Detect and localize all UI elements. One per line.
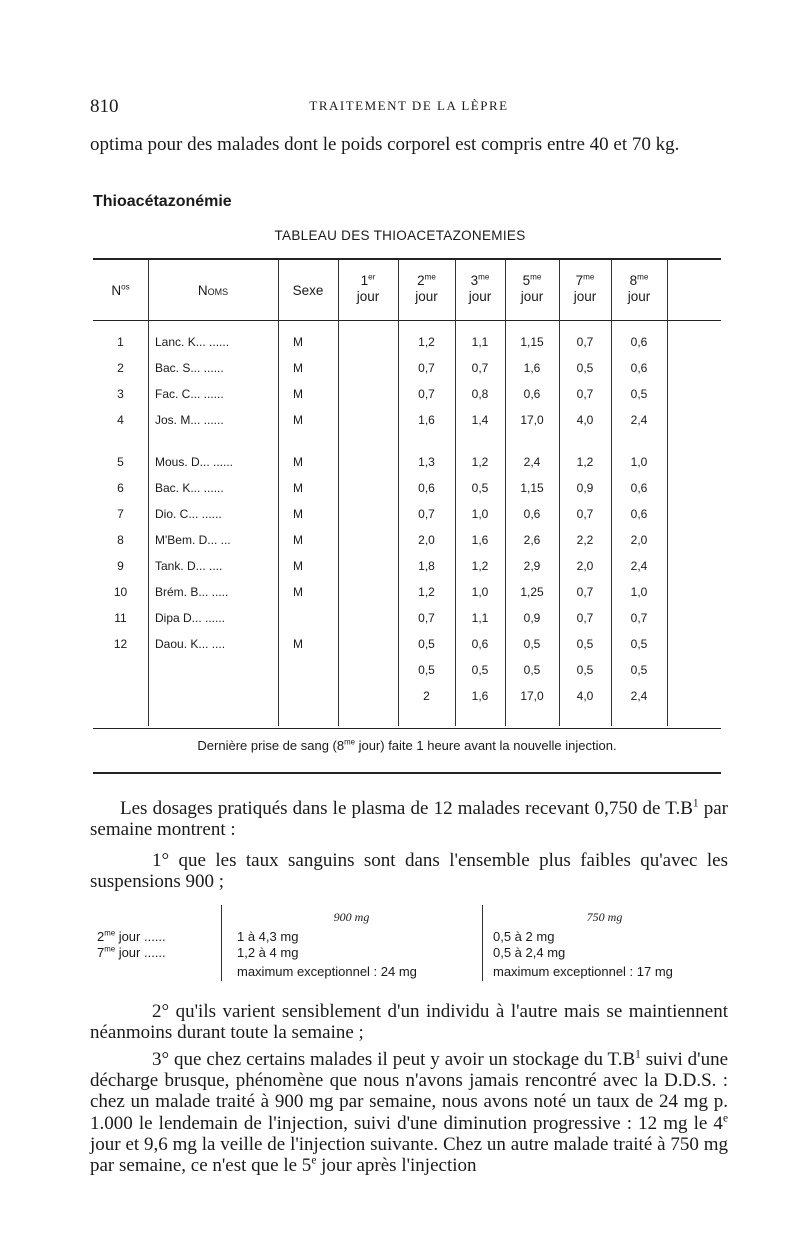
cell-name: Lanc. K... ......: [155, 335, 230, 349]
cell-d5: 2,6: [523, 533, 541, 547]
cell-num: 7: [117, 507, 124, 521]
cell-sex: [278, 610, 318, 626]
col-750-header: 750 mg: [586, 910, 623, 924]
cell-d1: [338, 506, 398, 522]
cell-d5: 0,5: [523, 663, 541, 677]
cell-d8: 0,6: [630, 335, 648, 349]
cell-d5: 2,9: [523, 559, 541, 573]
cell-d5: 1,15: [520, 335, 544, 349]
cell-d7: 4,0: [576, 413, 594, 427]
cell-d7: 0,5: [576, 637, 594, 651]
cell-d1: [338, 688, 398, 704]
cell-name: Mous. D... ......: [155, 455, 234, 469]
cell-d7: 0,7: [576, 585, 594, 599]
cell-d7: 0,7: [576, 387, 594, 401]
value-900-day-2: 1 à 4,3 mg: [237, 929, 299, 944]
cell-num: 10: [113, 585, 128, 599]
cell-d7: 2,2: [576, 533, 594, 547]
cell-num: 2: [117, 361, 124, 375]
header-day-2: $2^{me}$ jour: [415, 272, 438, 304]
cell-d2: 2: [423, 689, 430, 703]
cell-d5: 1,15: [520, 481, 544, 495]
thioacetazonemia-table: [93, 258, 721, 780]
cell-d2: 1,2: [418, 335, 435, 349]
running-title: TRAITEMENT DE LA LÈPRE: [309, 98, 509, 113]
cell-d5: 17,0: [520, 689, 544, 703]
cell-name: Tank. D... ....: [155, 559, 223, 573]
cell-d1: [338, 412, 398, 428]
cell-sex: M: [293, 387, 303, 401]
cell-name: M'Bem. D... ...: [155, 533, 231, 547]
cell-d3: 1,6: [471, 533, 489, 547]
cell-num: 4: [117, 413, 124, 427]
cell-num: 6: [117, 481, 124, 495]
cell-d1: [338, 636, 398, 652]
cell-d7: 0,7: [576, 507, 594, 521]
cell-d5: 0,6: [523, 387, 541, 401]
cell-d2: 1,3: [418, 455, 435, 469]
cell-sex: M: [293, 335, 303, 349]
cell-d5: 17,0: [520, 413, 544, 427]
cell-d2: 0,7: [418, 361, 435, 375]
table-header-rule: [93, 320, 721, 321]
cell-d3: 1,0: [471, 585, 489, 599]
cell-sex: [278, 662, 318, 678]
cell-d3: 0,6: [471, 637, 489, 651]
paragraph-point-1: 1° que les taux sanguins sont dans l'ensemble plus faibles qu'avec les suspensions 900 ;: [90, 850, 728, 893]
cell-sex: M: [293, 413, 303, 427]
cell-num: 9: [117, 559, 124, 573]
cell-num: [93, 662, 148, 678]
cell-d8: 0,7: [630, 611, 648, 625]
cell-name: [155, 662, 275, 678]
cell-d5: 0,9: [523, 611, 541, 625]
cell-d8: 0,6: [630, 507, 648, 521]
cell-name: Dio. C... ......: [155, 507, 222, 521]
cell-d2: 0,7: [418, 507, 435, 521]
cell-d7: 0,5: [576, 663, 594, 677]
cell-d3: 1,1: [471, 611, 489, 625]
cell-d7: 4,0: [576, 689, 594, 703]
cell-d1: [338, 662, 398, 678]
value-900-day-7: 1,2 à 4 mg: [237, 945, 299, 960]
cell-name: [155, 688, 275, 704]
cell-num: 11: [114, 611, 127, 625]
cell-d1: [338, 386, 398, 402]
cell-sex: M: [293, 481, 303, 495]
col-900-header: 900 mg: [333, 910, 370, 924]
cell-d8: 0,6: [630, 481, 648, 495]
cell-num: [93, 688, 148, 704]
cell-d8: 2,4: [630, 559, 648, 573]
header-sex: Sexe: [292, 283, 324, 298]
intro-paragraph: optima pour des malades dont le poids corporel est compris entre 40 et 70 kg.: [90, 134, 680, 155]
cell-d8: 1,0: [630, 585, 648, 599]
row-label-day-2: $2^{me}$ jour ......: [97, 928, 166, 944]
cell-sex: M: [293, 507, 303, 521]
table-footnote: Dernière prise de sang ($8^{me}$ jour) faite 1 heure avant la nouvelle injection.: [197, 737, 617, 753]
cell-d2: 2,0: [418, 533, 435, 547]
cell-d1: [338, 558, 398, 574]
header-day-8: $8^{me}$ jour: [627, 272, 651, 304]
cell-num: 1: [117, 335, 124, 349]
cell-d2: 0,5: [418, 663, 435, 677]
paragraph-dosages: Les dosages pratiqués dans le plasma de 12 malades recevant 0,750 de $T.B^1$ par semaine montrent :: [90, 797, 728, 841]
cell-name: Brém. B... .....: [155, 585, 229, 599]
cell-d8: 1,0: [630, 455, 648, 469]
cell-d1: [338, 584, 398, 600]
section-title: Thioacétazonémie: [93, 193, 232, 210]
header-name: Noms: [197, 283, 229, 298]
cell-sex: M: [293, 637, 303, 651]
cell-d2: 1,6: [418, 413, 435, 427]
cell-name: Bac. K... ......: [155, 481, 224, 495]
cell-d8: 0,5: [630, 663, 648, 677]
cell-d8: 2,0: [630, 533, 648, 547]
cell-sex: M: [293, 559, 303, 573]
cell-d2: 1,8: [418, 559, 435, 573]
cell-sex: M: [293, 455, 303, 469]
value-750-day-7: 0,5 à 2,4 mg: [493, 945, 566, 960]
cell-d5: 1,6: [523, 361, 541, 375]
cell-num: 12: [113, 637, 128, 651]
cell-d3: 0,8: [471, 387, 489, 401]
cell-d2: 0,7: [418, 611, 435, 625]
cell-d1: [338, 610, 398, 626]
paragraph-point-2: 2° qu'ils varient sensiblement d'un individu à l'autre mais se maintiennent néanmoins durant toute la semaine ;: [90, 1001, 728, 1044]
header-day-7: $7^{me}$ jour: [573, 272, 597, 304]
cell-d3: 1,2: [471, 455, 489, 469]
cell-d7: 0,9: [576, 481, 594, 495]
dosage-comparison: [97, 905, 727, 985]
max-750: maximum exceptionnel : 17 mg: [493, 964, 673, 979]
cell-d5: 0,6: [523, 507, 541, 521]
cell-d3: 1,0: [471, 507, 489, 521]
cell-sex: M: [293, 585, 303, 599]
page-number: 810: [90, 96, 119, 117]
cell-d1: [338, 360, 398, 376]
cell-name: Jos. M... ......: [155, 413, 224, 427]
table-caption: TABLEAU DES THIOACETAZONEMIES: [274, 228, 526, 243]
footnote-rule: [93, 772, 721, 774]
cell-d1: [338, 532, 398, 548]
cell-d2: 1,2: [418, 585, 435, 599]
cell-d8: 0,5: [630, 387, 648, 401]
cell-d3: 0,5: [471, 663, 489, 677]
value-750-day-2: 0,5 à 2 mg: [493, 929, 555, 944]
page-header: [90, 96, 728, 120]
column-divider: [667, 260, 668, 726]
cell-d7: 2,0: [576, 559, 594, 573]
cell-d1: [338, 480, 398, 496]
cell-d3: 0,7: [471, 361, 489, 375]
header-day-3: $3^{me}$ jour: [468, 272, 492, 304]
table-bottom-rule: [93, 728, 721, 729]
cell-d3: 0,5: [471, 481, 489, 495]
cell-name: Fac. C... ......: [155, 387, 224, 401]
cell-sex: M: [293, 533, 303, 547]
cell-d3: 1,1: [471, 335, 489, 349]
cell-d2: 0,5: [418, 637, 435, 651]
cell-num: 5: [117, 455, 124, 469]
row-label-day-7: $7^{me}$ jour ......: [97, 944, 166, 960]
cell-d7: 0,5: [576, 361, 594, 375]
paragraph-point-3: 3° que chez certains malades il peut y avoir un stockage du $T.B^1$ suivi d'une décharge brusque, phénomène que nous n'avons jamais rencontré avec la D.D.S. : chez un malade traité à 900 mg par semaine, nous avons noté un taux de 24 mg p. 1.000 le lendemain de l'injection, suivi d'une diminution progressive : 12 mg le 4e jour et 9,6 mg la veille de l'injection suivante. Chez un autre malade traité à 750 mg par semaine, ce n'est que le 5e jour après l'injection: [90, 1048, 729, 1177]
header-num: $N^{os}$: [111, 282, 130, 298]
cell-d8: 2,4: [630, 689, 648, 703]
cell-num: 8: [117, 533, 124, 547]
cell-sex: M: [293, 361, 303, 375]
cell-d8: 2,4: [630, 413, 648, 427]
cell-d1: [338, 454, 398, 470]
header-day-5: $5^{me}$ jour: [520, 272, 544, 304]
cell-d3: 1,2: [471, 559, 489, 573]
cell-d5: 2,4: [523, 455, 541, 469]
column-divider: [148, 260, 149, 726]
cell-num: 3: [117, 387, 124, 401]
header-day-1: 1er jour: [356, 272, 380, 304]
cell-d2: 0,6: [418, 481, 435, 495]
cell-name: Bac. S... ......: [155, 361, 224, 375]
cell-sex: [278, 688, 318, 704]
max-900: maximum exceptionnel : 24 mg: [237, 964, 417, 979]
cell-name: Dipa D... ......: [155, 611, 226, 625]
cell-d7: 0,7: [576, 335, 594, 349]
cell-d2: 0,7: [418, 387, 435, 401]
cell-d3: 1,6: [471, 689, 489, 703]
cell-d7: 0,7: [576, 611, 594, 625]
cell-d8: 0,5: [630, 637, 648, 651]
cell-d3: 1,4: [471, 413, 489, 427]
cell-d5: 1,25: [520, 585, 544, 599]
cell-name: Daou. K... ....: [155, 637, 226, 651]
table-top-rule: [93, 258, 721, 260]
cell-d1: [338, 334, 398, 350]
cell-d7: 1,2: [576, 455, 594, 469]
cell-d5: 0,5: [523, 637, 541, 651]
cell-d8: 0,6: [630, 361, 648, 375]
